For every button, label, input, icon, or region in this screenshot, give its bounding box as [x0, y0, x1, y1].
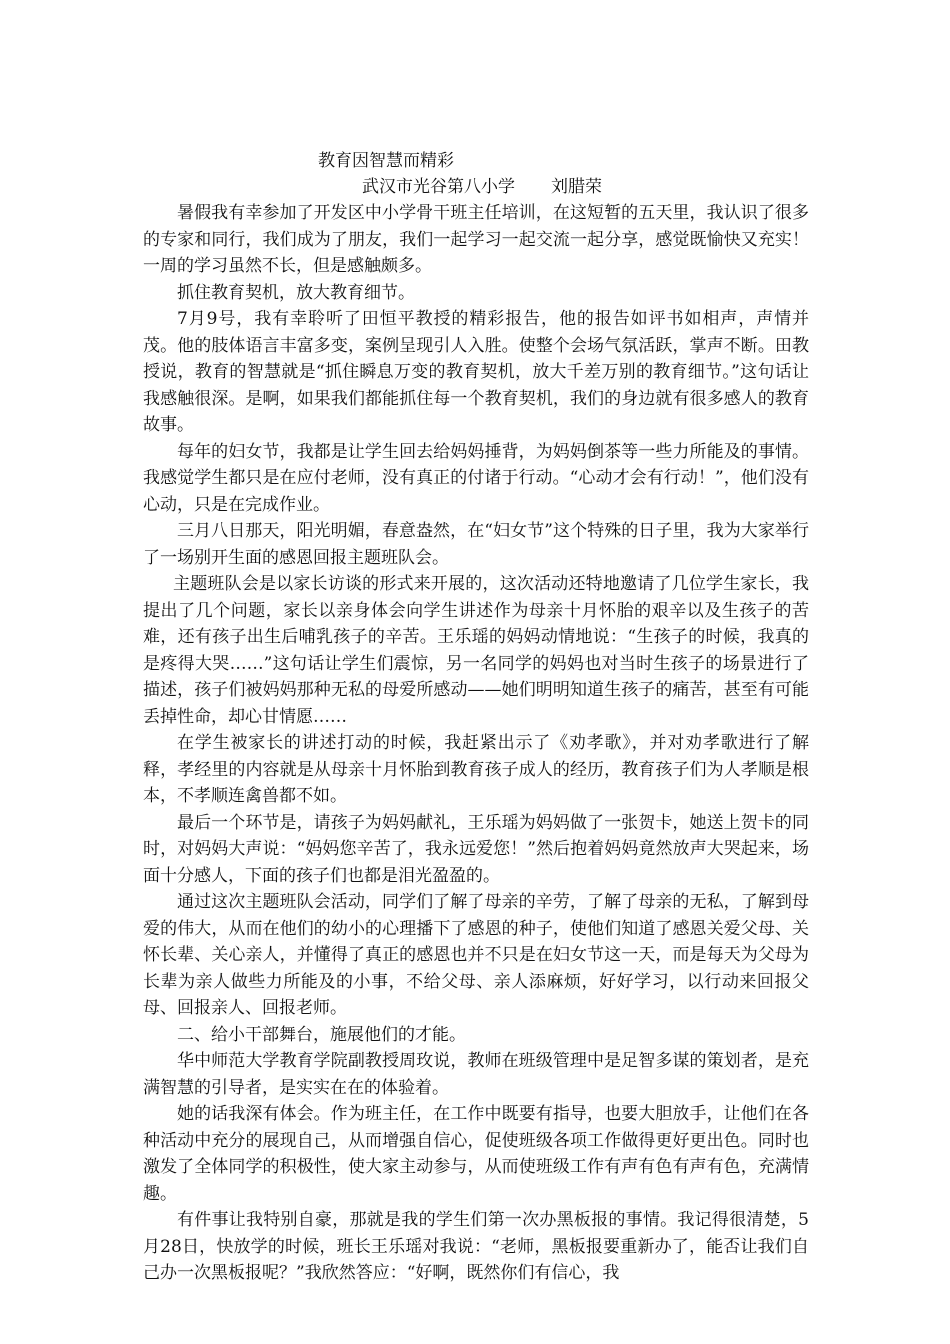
paragraph: 三月八日那天，阳光明媚，春意盎然，在“妇女节”这个特殊的日子里，我为大家举行了一场别开生面的感恩回报主题班队会。: [143, 521, 809, 568]
paragraph: 最后一个环节是，请孩子为妈妈献礼，王乐瑶为妈妈做了一张贺卡，她送上贺卡的同时，对妈妈大声说：“妈妈您辛苦了，我永远爱您！”然后抱着妈妈竟然放声大哭起来，场面十分感人，下面的孩子们也都是泪光盈盈的。: [143, 812, 809, 886]
author-name: 刘腊荣: [551, 177, 602, 197]
paragraph: 通过这次主题班队会活动，同学们了解了母亲的辛劳，了解了母亲的无私，了解到母爱的伟大，从而在他们的幼小的心理播下了感恩的种子，使他们知道了感恩关爱父母、关怀长辈、关心亲人，并懂得了真正的感恩也并不只是在妇女节这一天，而是每天为父母为长辈为亲人做些力所能及的小事，不给父母、亲人添麻烦，好好学习，以行动来回报父母、回报亲人、回报老师。: [143, 892, 809, 1018]
paragraph: 主题班队会是以家长访谈的形式来开展的，这次活动还特地邀请了几位学生家长，我提出了几个问题，家长以亲身体会向学生讲述作为母亲十月怀胎的艰辛以及生孩子的苦难，还有孩子出生后哺乳孩子的辛苦。王乐瑶的妈妈动情地说：“生孩子的时候，我真的是疼得大哭……”这句话让学生们震惊，另一名同学的妈妈也对当时生孩子的场景进行了描述，孩子们被妈妈那种无私的母爱所感动——她们明明知道生孩子的痛苦，甚至有可能丢掉性命，却心甘情愿……: [143, 574, 809, 727]
document-body: [143, 200, 809, 1287]
paragraph: 在学生被家长的讲述打动的时候，我赶紧出示了《劝孝歌》，并对劝孝歌进行了解释，孝经里的内容就是从母亲十月怀胎到教育孩子成人的经历，教育孩子们为人孝顺是根本，不孝顺连禽兽都不如。: [143, 733, 809, 806]
paragraph: 每年的妇女节，我都是让学生回去给妈妈捶背，为妈妈倒茶等一些力所能及的事情。我感觉学生都只是在应付老师，没有真正的付诸于行动。“心动才会有行动！”，他们没有心动，只是在完成作业。: [143, 441, 809, 515]
paragraph: 暑假我有幸参加了开发区中小学骨干班主任培训，在这短暂的五天里，我认识了很多的专家和同行，我们成为了朋友，我们一起学习一起交流一起分享，感觉既愉快又充实！一周的学习虽然不长，但是感触颇多。: [143, 203, 809, 276]
document-title: 教育因智慧而精彩: [318, 151, 454, 171]
school-name: 武汉市光谷第八小学: [362, 177, 515, 197]
paragraph: 有件事让我特别自豪，那就是我的学生们第一次办黑板报的事情。我记得很清楚，5月28日，快放学的时候，班长王乐瑶对我说：“老师，黑板报要重新办了，能否让我们自己办一次黑板报呢？”我欣然答应：“好啊，既然你们有信心，我: [143, 1210, 809, 1283]
section-heading: 二、给小干部舞台，施展他们的才能。: [177, 1024, 466, 1045]
paragraph: 华中师范大学教育学院副教授周玫说，教师在班级管理中是足智多谋的策划者，是充满智慧的引导者，是实实在在的体验着。: [143, 1051, 809, 1098]
section-heading: 抓住教育契机，放大教育细节。: [177, 282, 415, 303]
paragraph: 7月9号，我有幸聆听了田恒平教授的精彩报告，他的报告如评书如相声，声情并茂。他的肢体语言丰富多变，案例呈现引人入胜。使整个会场气氛活跃，掌声不断。田教授说，教育的智慧就是“抓住瞬息万变的教育契机，放大千差万别的教育细节。”这句话让我感触很深。是啊，如果我们都能抓住每一个教育契机，我们的身边就有很多感人的教育故事。: [143, 309, 809, 435]
paragraph: 她的话我深有体会。作为班主任，在工作中既要有指导，也要大胆放手，让他们在各种活动中充分的展现自己，从而增强自信心，促使班级各项工作做得更好更出色。同时也激发了全体同学的积极性，使大家主动参与，从而使班级工作有声有色有声有色，充满情趣。: [143, 1104, 809, 1204]
byline: [362, 176, 602, 198]
